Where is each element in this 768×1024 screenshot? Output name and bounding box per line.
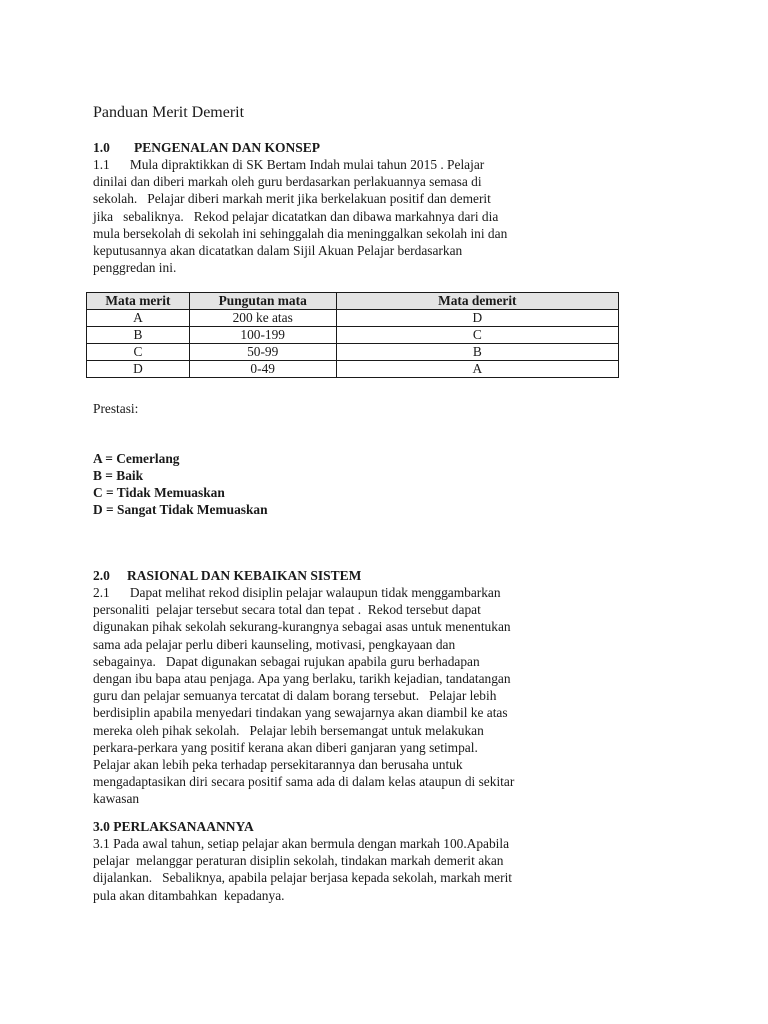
paragraph-line: pelajar melanggar peraturan disiplin sekolah, tindakan markah demerit akan [93, 853, 504, 869]
table-cell: C [336, 327, 618, 344]
document-title: Panduan Merit Demerit [93, 104, 245, 121]
paragraph-line: digunakan pihak sekolah sekurang-kurangnya sebagai asas untuk menentukan [93, 619, 511, 635]
legend-item: C = Tidak Memuaskan [93, 485, 225, 500]
column-header-mata-demerit: Mata demerit [336, 293, 618, 310]
paragraph-line: keputusannya akan dicatatkan dalam Sijil Akuan Pelajar berdasarkan [93, 243, 463, 259]
section-2-paragraph [93, 584, 593, 808]
paragraph-line: berdisiplin apabila menyedari tindakan yang sewajarnya akan diambil ke atas [93, 705, 508, 721]
legend-item: B = Baik [93, 468, 144, 483]
table-row [87, 344, 619, 361]
table-cell: 200 ke atas [189, 310, 336, 327]
paragraph-line: 3.1 Pada awal tahun, setiap pelajar akan bermula dengan markah 100.Apabila [93, 836, 510, 851]
section-2-title: RASIONAL DAN KEBAIKAN SISTEM [127, 568, 362, 583]
table-cell: A [87, 310, 190, 327]
section-2-heading [93, 568, 361, 584]
prestasi-label: Prestasi: [93, 401, 139, 416]
section-1-heading [93, 140, 320, 156]
table-cell: B [336, 344, 618, 361]
table-cell: 50-99 [189, 344, 336, 361]
table-row [87, 361, 619, 378]
paragraph-line: pula akan ditambahkan kepadanya. [93, 887, 285, 903]
prestasi-legend [93, 450, 268, 518]
paragraph-line: penggredan ini. [93, 260, 177, 276]
table-cell: D [336, 310, 618, 327]
table-cell: 0-49 [189, 361, 336, 378]
section-1-title: PENGENALAN DAN KONSEP [134, 140, 321, 155]
table-row [87, 310, 619, 327]
paragraph-line: mereka oleh pihak sekolah. Pelajar lebih bersemangat untuk melakukan [93, 722, 484, 738]
paragraph-line: sama ada pelajar perlu diberi kaunseling, motivasi, pengkayaan dan [93, 636, 456, 652]
paragraph-line: perkara-perkara yang positif kerana akan diberi ganjaran yang setimpal. [93, 739, 478, 755]
paragraph-line: personaliti pelajar tersebut secara total dan tepat . Rekod tersebut dapat [93, 602, 481, 618]
paragraph-line: 1.1 Mula dipraktikkan di SK Bertam Indah mulai tahun 2015 . Pelajar [93, 157, 485, 172]
table-cell: D [87, 361, 190, 378]
column-header-pungutan-mata: Pungutan mata [189, 293, 336, 310]
grading-table [86, 292, 619, 378]
table-header-row [87, 293, 619, 310]
column-header-mata-merit: Mata merit [87, 293, 190, 310]
paragraph-line: sebagainya. Dapat digunakan sebagai rujukan apabila guru berhadapan [93, 653, 480, 669]
table-cell: B [87, 327, 190, 344]
section-1-number: 1.0 [93, 140, 110, 155]
paragraph-line: jika sebaliknya. Rekod pelajar dicatatkan dan dibawa markahnya dari dia [93, 208, 499, 224]
paragraph-line: dinilai dan diberi markah oleh guru berdasarkan perlakuannya semasa di [93, 174, 482, 190]
table-cell: A [336, 361, 618, 378]
table-cell: 100-199 [189, 327, 336, 344]
legend-item: A = Cemerlang [93, 451, 180, 466]
section-3-paragraph [93, 835, 593, 904]
table-cell: C [87, 344, 190, 361]
paragraph-line: dijalankan. Sebaliknya, apabila pelajar berjasa kepada sekolah, markah merit [93, 870, 513, 886]
paragraph-line: dengan ibu bapa atau penjaga. Apa yang berlaku, tarikh kejadian, tandatangan [93, 671, 511, 687]
section-1-paragraph [93, 156, 593, 276]
legend-item: D = Sangat Tidak Memuaskan [93, 502, 268, 517]
table-row [87, 327, 619, 344]
paragraph-line: guru dan pelajar semuanya tercatat di dalam borang tersebut. Pelajar lebih [93, 688, 497, 704]
paragraph-line: kawasan [93, 791, 140, 807]
paragraph-line: 2.1 Dapat melihat rekod disiplin pelajar walaupun tidak menggambarkan [93, 585, 501, 600]
paragraph-line: Pelajar akan lebih peka terhadap persekitarannya dan berusaha untuk [93, 757, 463, 773]
paragraph-line: mula bersekolah di sekolah ini sehinggalah dia meninggalkan sekolah ini dan [93, 225, 508, 241]
paragraph-line: mengadaptasikan diri secara positif sama ada di dalam kelas ataupun di sekitar [93, 774, 515, 790]
paragraph-line: sekolah. Pelajar diberi markah merit jika berkelakuan positif dan demerit [93, 191, 491, 207]
section-3-heading: 3.0 PERLAKSANAANNYA [93, 819, 254, 834]
section-2-number: 2.0 [93, 568, 110, 583]
